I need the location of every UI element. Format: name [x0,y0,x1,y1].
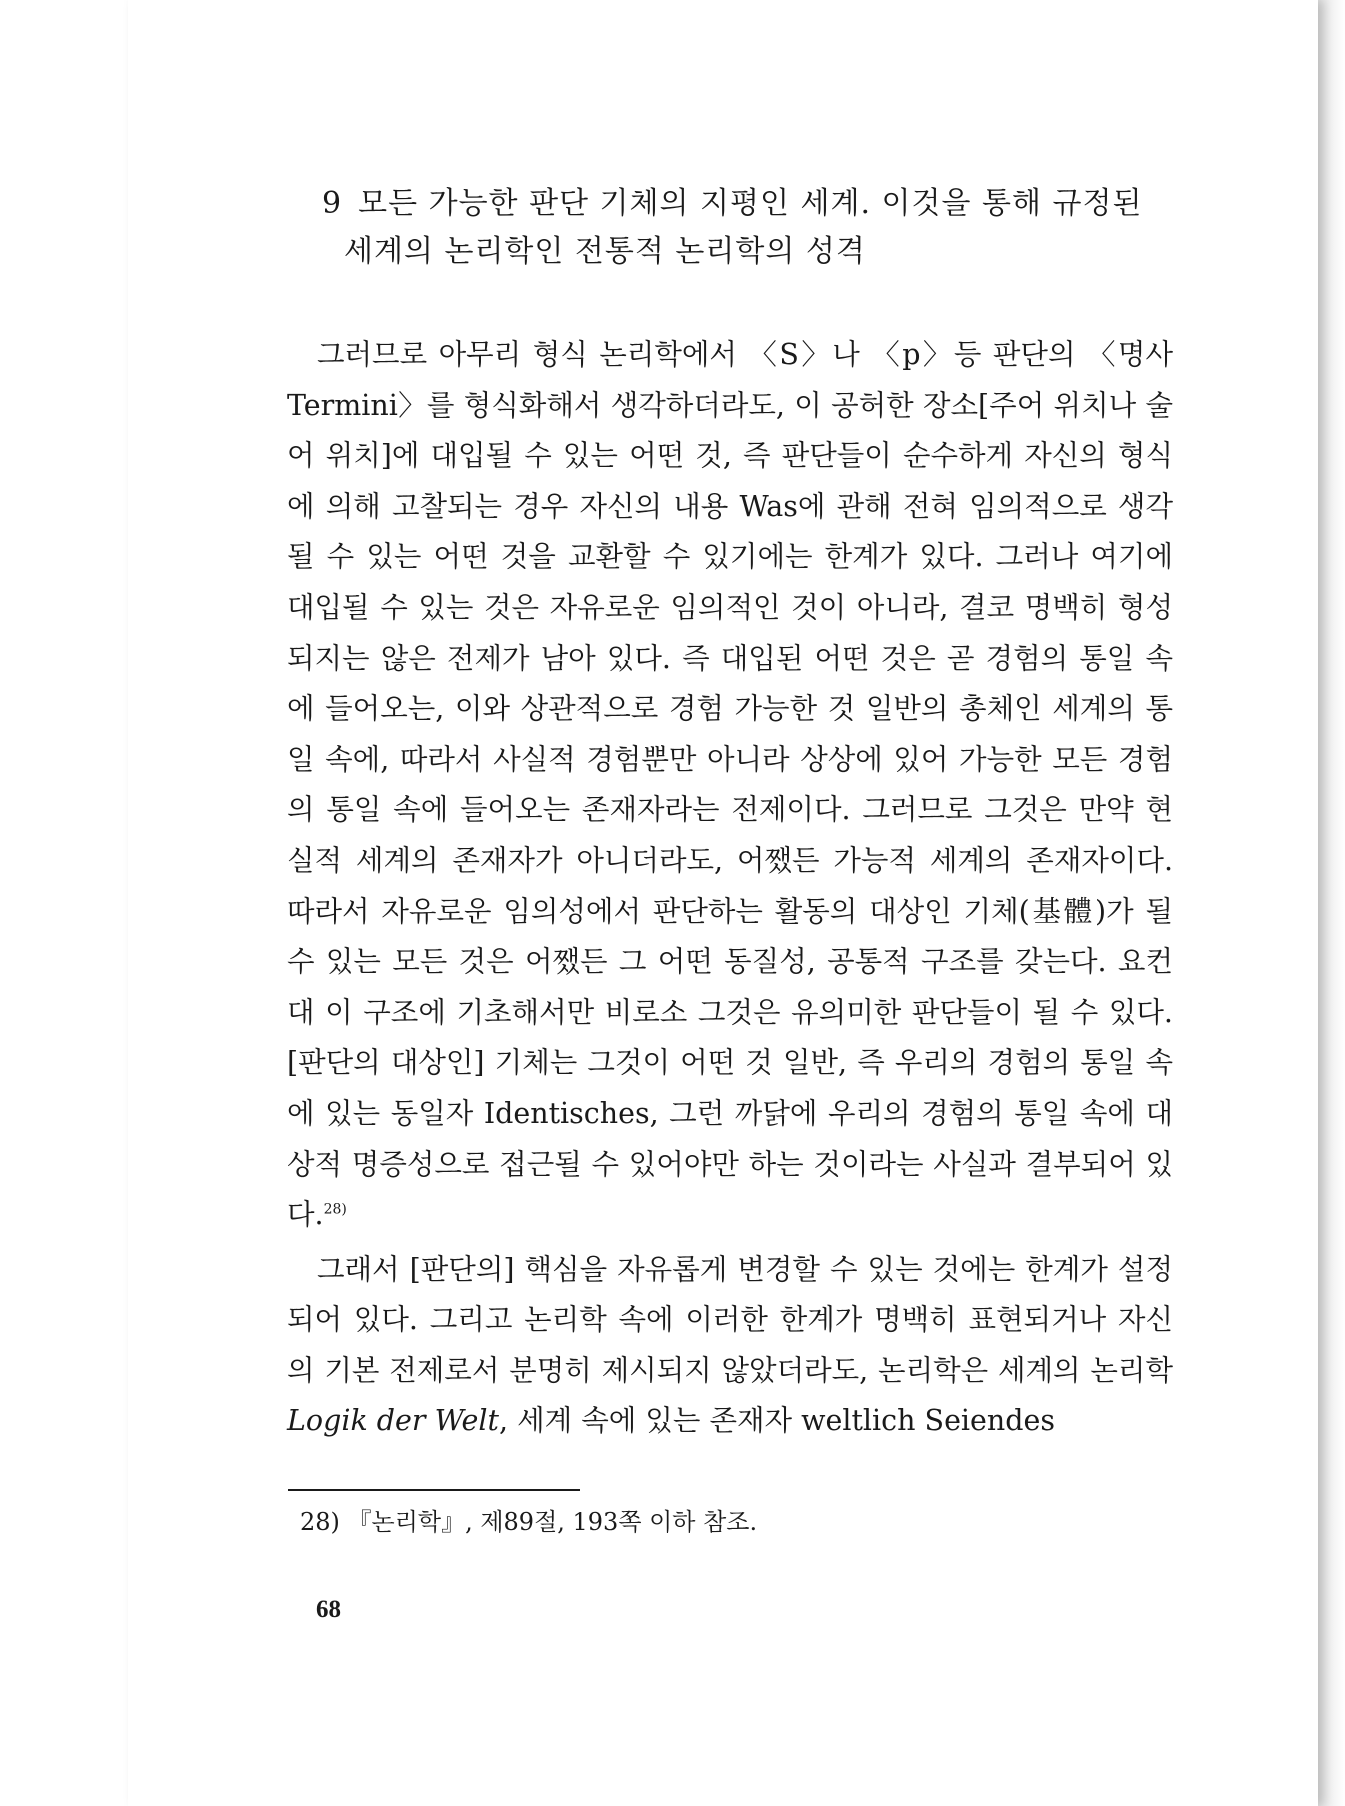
page-shadow [1318,0,1345,1806]
paragraph-2 [287,1245,1173,1447]
section-heading [322,180,1182,276]
footnote: 28) 『논리학』, 제89절, 193쪽 이하 참조. [300,1508,758,1536]
paragraph-2-text-end: , 세계 속에 있는 존재자 weltlich Seiendes [498,1404,1056,1438]
paragraph-2-text-start: 그래서 [판단의] 핵심을 자유롭게 변경할 수 있는 것에는 한계가 설정되어 있다. 그리고 논리학 속에 이러한 한계가 명백히 표현되거나 자신의 기본 전제로서 분명히 제시되지 않았더라도, 논리학은 세계의 논리학 [287,1252,1173,1387]
section-heading-line1: 모든 가능한 판단 기체의 지평인 세계. 이것을 통해 규정된 [358,186,1143,221]
footnote-ref: 28) [323,1201,347,1218]
footnote-divider [288,1489,580,1491]
paragraph-2-italic-term: Logik der Welt [287,1404,499,1438]
section-heading-line2: 세계의 논리학인 전통적 논리학의 성격 [344,234,866,269]
body-text [287,330,1173,1447]
paragraph-1 [287,330,1173,1241]
paragraph-1-text: 그러므로 아무리 형식 논리학에서 〈S〉나 〈p〉등 판단의 〈명사 Termini〉를 형식화해서 생각하더라도, 이 공허한 장소[주어 위치나 술어 위치]에 대입될 수 있는 어떤 것, 즉 판단들이 순수하게 자신의 형식에 의해 고찰되는 경우 자신의 내용 Was에 관해 전혀 임의적으로 생각될 수 있는 어떤 것을 교환할 수 있기에는 한계가 있다. 그러나 여기에 대입될 수 있는 것은 자유로운 임의적인 것이 아니라, 결코 명백히 형성되지는 않은 전제가 남아 있다. 즉 대입된 어떤 것은 곧 경험의 통일 속에 들어오는, 이와 상관적으로 경험 가능한 것 일반의 총체인 세계의 통일 속에, 따라서 사실적 경험뿐만 아니라 상상에 있어 가능한 모든 경험의 통일 속에 들어오는 존재자라는 전제이다. 그러므로 그것은 만약 현실적 세계의 존재자가 아니더라도, 어쨌든 가능적 세계의 존재자이다. 따라서 자유로운 임의성에서 판단하는 활동의 대상인 기체(基體)가 될 수 있는 모든 것은 어쨌든 그 어떤 동질성, 공통적 구조를 갖는다. 요컨대 이 구조에 기초해서만 비로소 그것은 유의미한 판단들이 될 수 있다. [판단의 대상인] 기체는 그것이 어떤 것 일반, 즉 우리의 경험의 통일 속에 있는 동일자 Identisches, 그런 까닭에 우리의 경험의 통일 속에 대상적 명증성으로 접근될 수 있어야만 하는 것이라는 사실과 결부되어 있다. [287,338,1173,1232]
page-number: 68 [316,1596,341,1623]
section-number: 9 [322,186,343,221]
